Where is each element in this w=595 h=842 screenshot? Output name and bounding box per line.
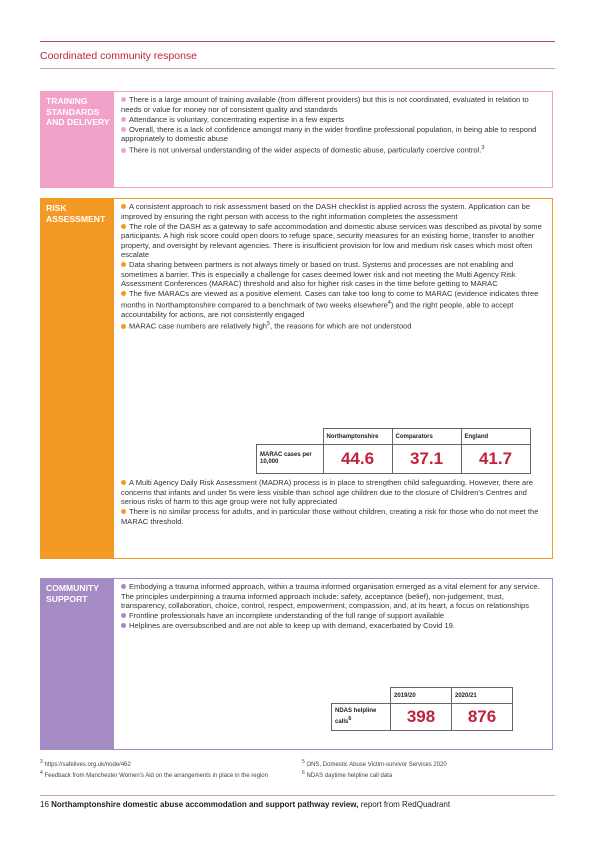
helpline-table bbox=[331, 687, 513, 731]
marac-table bbox=[256, 428, 531, 474]
list-item: MARAC case numbers are relatively high$^5$, the reasons for which are not understood bbox=[121, 320, 546, 331]
footnote: $^6$ NDAS daytime helpline call data bbox=[302, 770, 393, 779]
table-cell: 876 bbox=[452, 704, 513, 731]
table-header-row bbox=[257, 429, 531, 445]
risk-box bbox=[40, 198, 553, 559]
section-title: Coordinated community response bbox=[40, 50, 197, 62]
footnote-ref: 5 bbox=[267, 321, 271, 328]
list-item: Embodying a trauma informed approach, within a trauma informed organisation emerged as a vital element for any service. The principles underpinning a trauma informed approach include: safety, acceptance (belief), non-judgement, trust, transparency, collaboration, choice, control, respect, empowerment, compassion, and, at its heart, a focus on relationships bbox=[121, 582, 540, 611]
table-header: Comparators bbox=[392, 429, 461, 445]
footnote: $^5$ ONS, Domestic Abuse Victim-survivor Services 2020 bbox=[302, 759, 447, 768]
community-label: COMMUNITY SUPPORT bbox=[41, 579, 114, 749]
footnotes-right bbox=[302, 758, 542, 780]
list-item: Overall, there is a lack of confidence amongst many in the wider frontline professional population, in being able to respond appropriately to domestic abuse bbox=[121, 124, 537, 144]
bullet-icon bbox=[121, 224, 126, 229]
list-item: The five MARACs are viewed as a positive element. Cases can take too long to come to MARAC (evidence indicates three months in Northamptonshire compared to a benchmark of two weeks elsewhere$^4$) and the right people, able to accept accountability for actions, are not consistently engaged bbox=[121, 289, 539, 320]
risk-bullets-after bbox=[121, 478, 546, 527]
footnote: $^3$ https://safelives.org.uk/node/462 bbox=[40, 759, 131, 768]
training-label: TRAINING STANDARDS AND DELIVERY bbox=[41, 92, 114, 187]
footer-title: Northamptonshire domestic abuse accommodation and support pathway review, bbox=[51, 800, 359, 809]
list-item: There is a large amount of training available (from different providers) but this is not coordinated, evaluated in relation to needs or value for money nor of consistent quality and standards bbox=[121, 95, 529, 114]
table-header: Northamptonshire bbox=[323, 429, 392, 445]
table-corner bbox=[257, 429, 324, 445]
risk-label: RISK ASSESSMENT bbox=[41, 199, 114, 558]
table-corner bbox=[332, 688, 391, 704]
community-content bbox=[121, 582, 546, 631]
table-cell: 37.1 bbox=[392, 445, 461, 474]
list-item: Helplines are oversubscribed and are not able to keep up with demand, exacerbated by Covid 19. bbox=[121, 621, 546, 631]
bullet-icon bbox=[121, 127, 126, 132]
table-header: England bbox=[461, 429, 530, 445]
training-box bbox=[40, 91, 553, 188]
page-footer bbox=[40, 800, 450, 809]
bullet-icon bbox=[121, 148, 126, 153]
footnote-ref: 3 bbox=[481, 145, 485, 152]
bullet-icon bbox=[121, 623, 126, 628]
table-header: 2020/21 bbox=[452, 688, 513, 704]
list-item: A consistent approach to risk assessment based on the DASH checklist is applied across the system. Application can be improved by ensuring the right person with access to the right information completes the assessment bbox=[121, 202, 531, 221]
table-row bbox=[257, 445, 531, 474]
bullet-icon bbox=[121, 262, 126, 267]
training-content bbox=[121, 95, 546, 156]
list-item: The role of the DASH as a gateway to safe accommodation and domestic abuse services was described as pivotal by some participants. A high risk score could open doors to refuge space, security measures for an existing home, transfer to another property, and oversight by relevant agencies. There is insufficient provision for low and medium risk cases which most often escalate bbox=[121, 221, 542, 260]
bullet-icon bbox=[121, 97, 126, 102]
footnote: $^4$ Feedback from Manchester Women's Aid on the arrangements in place in the region bbox=[40, 770, 268, 779]
page-number: 16 bbox=[40, 800, 49, 809]
table-row-label: NDAS helpline calls$^6$ bbox=[332, 704, 391, 731]
bullet-icon bbox=[121, 291, 126, 296]
footnote-ref: 4 bbox=[387, 299, 391, 306]
list-item: A Multi Agency Daily Risk Assessment (MADRA) process is in place to strengthen child safeguarding. However, there are concerns that infants and under 5s were less visible than school age children due to the closure of Children's Centres and serious risks of harm to this age group were not fully appreciated bbox=[121, 478, 533, 507]
table-cell: 398 bbox=[391, 704, 452, 731]
list-item: There is no similar process for adults, and in particular those without children, creating a risk for those who do not meet the MARAC threshold. bbox=[121, 507, 539, 526]
list-item: There is not universal understanding of the wider aspects of domestic abuse, particularly coercive control.$^3$ bbox=[121, 144, 546, 155]
bullet-icon bbox=[121, 117, 126, 122]
table-cell: 44.6 bbox=[323, 445, 392, 474]
list-item: Frontline professionals have an incomplete understanding of the full range of support available bbox=[121, 611, 546, 621]
table-cell: 41.7 bbox=[461, 445, 530, 474]
bullet-icon bbox=[121, 324, 126, 329]
bullet-icon bbox=[121, 584, 126, 589]
bullet-icon bbox=[121, 204, 126, 209]
list-item: Data sharing between partners is not always timely or based on trust. Systems and processes are not enabling and sometimes a barrier. This is especially a challenge for cases deemed lower risk and not meeting the Multi Agency Risk Assessment Conferences (MARAC) threshold and also for higher risk cases in the time before getting to MARAC bbox=[121, 260, 516, 289]
footer-suffix: report from RedQuadrant bbox=[360, 800, 451, 809]
community-box bbox=[40, 578, 553, 750]
bullet-icon bbox=[121, 480, 126, 485]
table-header-row bbox=[332, 688, 513, 704]
footer-rule bbox=[40, 795, 555, 796]
table-row-label: MARAC cases per 10,000 bbox=[257, 445, 324, 474]
footnotes-left bbox=[40, 758, 280, 780]
bullet-icon bbox=[121, 613, 126, 618]
table-header: 2019/20 bbox=[391, 688, 452, 704]
table-row bbox=[332, 704, 513, 731]
list-item: Attendance is voluntary, concentrating expertise in a few experts bbox=[121, 115, 546, 125]
bullet-icon bbox=[121, 509, 126, 514]
header-rule-bottom bbox=[40, 68, 555, 69]
header-rule bbox=[40, 41, 555, 42]
